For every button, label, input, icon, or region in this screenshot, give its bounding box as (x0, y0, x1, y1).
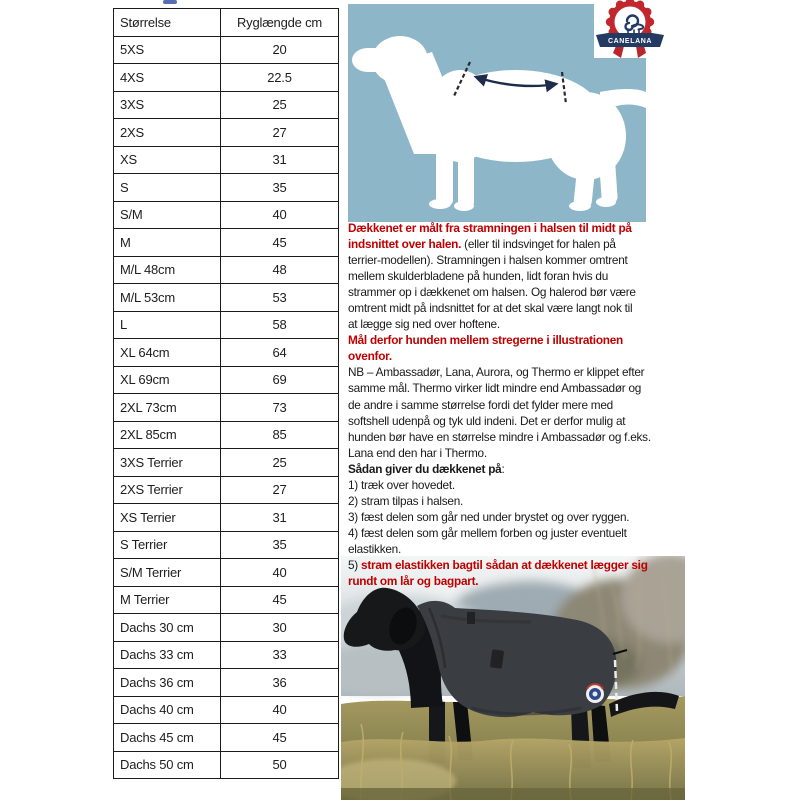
back-length-cell: 35 (221, 531, 339, 559)
instruction-segment: stram elastikken bagtil sådan at dækkenet lægger sig (361, 557, 648, 572)
instruction-line (348, 525, 658, 541)
size-cell: Dachs 36 cm (114, 669, 221, 697)
photo-graphic (341, 556, 685, 800)
table-row (114, 339, 339, 367)
back-length-cell: 25 (221, 449, 339, 477)
instruction-segment: terrier-modellen). Stramningen i halsen kommer omtrent (348, 253, 628, 268)
size-cell: XL 69cm (114, 366, 221, 394)
size-cell: XS Terrier (114, 504, 221, 532)
back-length-cell: 53 (221, 284, 339, 312)
instruction-line (348, 268, 658, 284)
size-table (113, 8, 339, 779)
table-row (114, 696, 339, 724)
back-length-cell: 31 (221, 504, 339, 532)
instruction-segment: 5) (348, 557, 362, 572)
table-row (114, 751, 339, 779)
coat-logo-patch (586, 684, 604, 703)
instruction-segment: Dækkenet er målt fra stramningen i halsen til midt på (348, 221, 632, 235)
table-row (114, 256, 339, 284)
instruction-segment: 1) træk over hovedet. (348, 477, 455, 492)
canelana-rosette-icon (594, 0, 666, 58)
table-row (114, 449, 339, 477)
table-row (114, 559, 339, 587)
table-row (114, 229, 339, 257)
back-length-cell: 69 (221, 366, 339, 394)
back-length-cell: 45 (221, 586, 339, 614)
logo-brand-text: CANELANA (607, 38, 653, 45)
table-row (114, 614, 339, 642)
size-cell: M/L 48cm (114, 256, 221, 284)
instruction-segment: : (501, 461, 505, 476)
table-row (114, 504, 339, 532)
instruction-line (348, 300, 658, 316)
size-cell: Dachs 45 cm (114, 724, 221, 752)
ribbon-left (613, 46, 624, 58)
size-table-body (114, 36, 339, 779)
instruction-segment: 2) stram tilpas i halsen. (348, 493, 464, 508)
back-length-cell: 31 (221, 146, 339, 174)
size-cell: S (114, 174, 221, 202)
instruction-line (348, 541, 658, 557)
size-cell: 3XS (114, 91, 221, 119)
size-cell: 2XL 85cm (114, 421, 221, 449)
back-length-cell: 33 (221, 641, 339, 669)
table-row (114, 174, 339, 202)
back-length-cell: 40 (221, 201, 339, 229)
size-cell: S Terrier (114, 531, 221, 559)
table-row (114, 531, 339, 559)
table-row (114, 669, 339, 697)
instruction-line (348, 380, 658, 396)
back-length-cell: 85 (221, 421, 339, 449)
back-length-cell: 45 (221, 229, 339, 257)
instruction-line (348, 445, 658, 461)
instruction-segment: 4) fæst delen som går mellem forben og juster eventuelt (348, 525, 627, 540)
back-length-cell: 36 (221, 669, 339, 697)
size-cell: Dachs 30 cm (114, 614, 221, 642)
instruction-segment: at lægge sig ned over hoftene. (348, 317, 500, 332)
instruction-segment: hunden bør have en størrelse mindre i Ambassadør og f.eks. (348, 429, 651, 444)
canelana-logo (594, 0, 666, 58)
instruction-line (348, 397, 658, 413)
back-length-cell: 58 (221, 311, 339, 339)
cropped-title-fragment (163, 0, 177, 4)
table-row (114, 146, 339, 174)
back-length-cell: 35 (221, 174, 339, 202)
instruction-line (348, 493, 658, 509)
ribbon-right (636, 46, 646, 58)
size-cell: XS (114, 146, 221, 174)
instruction-segment: elastikken. (348, 541, 401, 556)
instruction-line (348, 284, 658, 300)
instruction-line (348, 236, 658, 252)
instruction-segment: ovenfor. (348, 349, 392, 364)
table-row (114, 36, 339, 64)
back-length-cell: 30 (221, 614, 339, 642)
table-row (114, 366, 339, 394)
back-length-cell: 22.5 (221, 64, 339, 92)
size-cell: Dachs 33 cm (114, 641, 221, 669)
size-cell: 2XL 73cm (114, 394, 221, 422)
table-row (114, 724, 339, 752)
dog-coat-photo (341, 556, 685, 800)
back-length-cell: 40 (221, 559, 339, 587)
table-row (114, 394, 339, 422)
instruction-line (348, 364, 658, 380)
instruction-segment: mellem skulderbladene på hunden, lidt foran hvis du (348, 269, 609, 284)
table-row (114, 119, 339, 147)
instructions (348, 220, 658, 589)
back-length-cell: 73 (221, 394, 339, 422)
instruction-segment: Lana end den har i Thermo. (348, 445, 487, 460)
back-length-cell: 48 (221, 256, 339, 284)
instruction-line (348, 461, 658, 477)
instruction-line (348, 573, 658, 589)
size-cell: XL 64cm (114, 339, 221, 367)
instruction-segment: softshell udenpå og tyk uld indeni. Det er derfor mulig at (348, 413, 626, 428)
instruction-segment: 3) fæst delen som går ned under brystet og over ryggen. (348, 509, 630, 524)
size-cell: M/L 53cm (114, 284, 221, 312)
size-table-header-row (114, 9, 339, 37)
size-cell: S/M (114, 201, 221, 229)
instruction-segment: Sådan giver du dækkenet på (348, 461, 502, 476)
back-length-cell: 64 (221, 339, 339, 367)
back-length-cell: 20 (221, 36, 339, 64)
size-cell: 5XS (114, 36, 221, 64)
table-row (114, 586, 339, 614)
instruction-line (348, 477, 658, 493)
size-cell: Dachs 50 cm (114, 751, 221, 779)
instruction-segment: de andre i samme størrelse fordi det fylder mere med (348, 397, 613, 412)
back-length-column-header: Ryglængde cm (221, 9, 339, 37)
table-row (114, 284, 339, 312)
instruction-line (348, 413, 658, 429)
size-cell: S/M Terrier (114, 559, 221, 587)
back-length-cell: 25 (221, 91, 339, 119)
size-cell: L (114, 311, 221, 339)
instruction-line (348, 316, 658, 332)
back-length-cell: 27 (221, 476, 339, 504)
instruction-line (348, 252, 658, 268)
table-row (114, 201, 339, 229)
instruction-segment: samme mål. Thermo virker lidt mindre end Ambassadør og (348, 381, 642, 396)
size-cell: M Terrier (114, 586, 221, 614)
coat-strap (490, 649, 504, 668)
instruction-segment: (eller til indsvinget for halen på (461, 237, 616, 252)
back-length-cell: 45 (221, 724, 339, 752)
size-cell: 4XS (114, 64, 221, 92)
instruction-line (348, 220, 658, 236)
instruction-line (348, 332, 658, 348)
back-length-cell: 27 (221, 119, 339, 147)
table-row (114, 91, 339, 119)
instruction-line (348, 509, 658, 525)
table-row (114, 311, 339, 339)
size-cell: 3XS Terrier (114, 449, 221, 477)
size-cell: M (114, 229, 221, 257)
back-length-cell: 40 (221, 696, 339, 724)
instruction-segment: omtrent midt på indsnittet for at det skal være langt nok til (348, 301, 633, 316)
instruction-segment: NB – Ambassadør, Lana, Aurora, og Thermo er klippet efter (348, 365, 645, 380)
instruction-line (348, 429, 658, 445)
instruction-line (348, 348, 658, 364)
table-row (114, 476, 339, 504)
instruction-line (348, 557, 658, 573)
back-length-cell: 50 (221, 751, 339, 779)
size-cell: Dachs 40 cm (114, 696, 221, 724)
size-cell: 2XS (114, 119, 221, 147)
table-row (114, 641, 339, 669)
instruction-segment: indsnittet over halen. (348, 237, 462, 252)
instruction-segment: rundt om lår og bagpart. (348, 574, 479, 589)
table-row (114, 421, 339, 449)
size-column-header: Størrelse (114, 9, 221, 37)
instruction-segment: strammer op i dækkenet om halsen. Og halerod bør være (348, 285, 636, 300)
instruction-segment: Mål derfor hunden mellem stregerne i illustrationen (348, 333, 624, 348)
size-cell: 2XS Terrier (114, 476, 221, 504)
table-row (114, 64, 339, 92)
